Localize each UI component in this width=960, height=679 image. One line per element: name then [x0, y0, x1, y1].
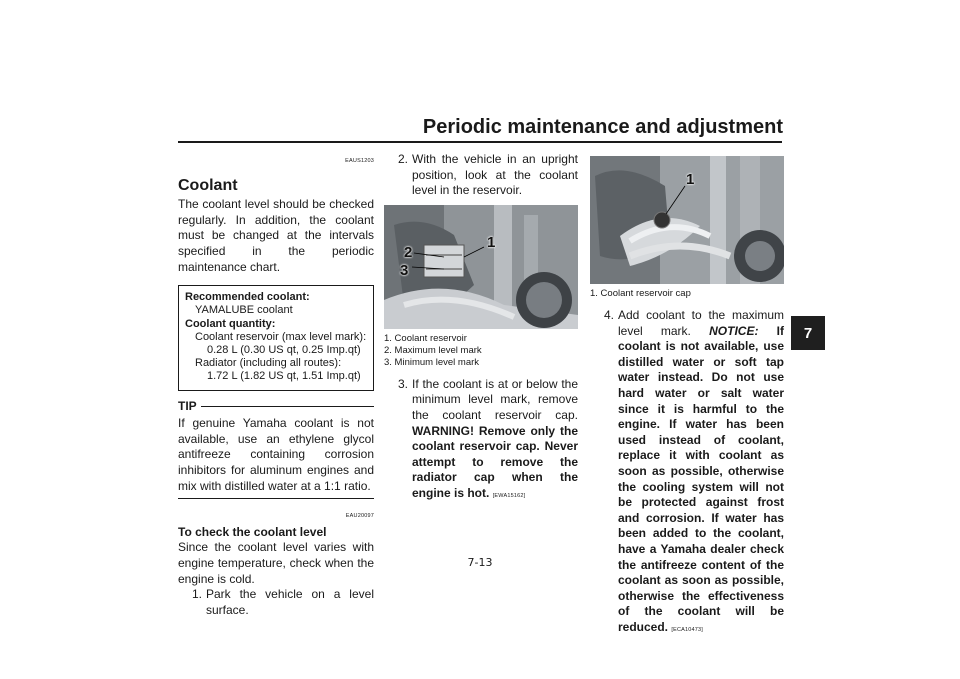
engine-illustration — [384, 205, 578, 329]
section-code: EAUS1203 — [345, 158, 374, 164]
reservoir-cap-photo — [590, 156, 784, 284]
spec-value-recommended: YAMALUBE coolant — [195, 304, 293, 317]
spec-label-radiator: Radiator (including all routes): — [195, 357, 342, 370]
notice-label: NOTICE: — [709, 323, 759, 338]
chapter-tab[interactable]: 7 — [791, 316, 825, 350]
step-text: With the vehicle in an upright position, look at the coolant level in the reservoir. — [412, 152, 578, 198]
notice-code: [ECA10473] — [671, 626, 704, 633]
step-text: Add coolant to the maximum level mark. — [618, 308, 784, 338]
spec-label-recommended: Recommended coolant: — [185, 291, 310, 304]
page-number: 7-13 — [467, 556, 493, 569]
step-4 — [590, 308, 784, 638]
step-text: Park the vehicle on a level surface. — [206, 587, 374, 617]
spec-label-quantity: Coolant quantity: — [185, 317, 276, 330]
intro-paragraph: The coolant level should be checked regularly. In addition, the coolant must be changed at the intervals specified in the periodic maintenance chart. — [178, 197, 374, 274]
header-divider — [178, 141, 782, 143]
page-header-title: Periodic maintenance and adjustment — [422, 116, 783, 138]
coolant-reservoir-photo — [384, 205, 578, 329]
spec-value-reservoir: 0.28 L (0.30 US qt, 0.25 Imp.qt) — [207, 343, 361, 356]
coolant-spec-box — [178, 285, 374, 390]
step-text: If the coolant is at or below the minimum level mark, remove the coolant reservoir cap. — [412, 376, 578, 422]
photo-caption: 2. Maximum level mark — [384, 344, 482, 356]
photo-callout: 1 — [686, 171, 695, 188]
spec-value-radiator: 1.72 L (1.82 US qt, 1.51 Imp.qt) — [207, 370, 361, 383]
step-3 — [384, 377, 578, 505]
check-paragraph: Since the coolant level varies with engine temperature, check when the engine is cold. — [178, 540, 374, 586]
photo-callout: 1 — [487, 233, 496, 251]
photo-caption: 1. Coolant reservoir cap — [590, 288, 691, 299]
tip-label: TIP — [178, 398, 197, 413]
notice-text: If coolant is not available, use distilled water or soft tap water instead. Do not use hard water or salt water since it is harmful to the engine. If water has been used instead of coolant, replace it with coolant as soon as possible, otherwise the cooling system will not be protected against frost and corrosion. If water has been added to the coolant, have a Yamaha dealer check the antifreeze content of the coolant as soon as possible, otherwise the effectiveness of the coolant will be reduced. — [618, 323, 785, 634]
photo-caption: 1. Coolant reservoir — [384, 332, 467, 344]
tip-text: If genuine Yamaha coolant is not available, use an ethylene glycol antifreeze containing corrosion inhibitors for aluminum engines and mix with distilled water at a 1:1 ratio. — [178, 416, 374, 493]
photo-callout: 3 — [400, 261, 409, 279]
section-title: Coolant — [178, 176, 238, 194]
step-number: 3. — [397, 376, 408, 391]
tip-heading — [178, 399, 374, 415]
step-1 — [178, 587, 374, 618]
photo-caption: 3. Minimum level mark — [384, 356, 480, 368]
step-number: 4. — [603, 308, 614, 322]
warning-text: WARNING! Remove only the coolant reservoir cap. Never attempt to remove the radiator cap when the engine is hot. — [412, 423, 578, 500]
step-text-group — [618, 308, 784, 638]
tip-end-rule — [178, 498, 374, 499]
step-text-group — [412, 377, 578, 505]
column-left — [178, 146, 374, 618]
spec-label-reservoir: Coolant reservoir (max level mark): — [195, 330, 367, 343]
step-number: 2. — [397, 152, 408, 166]
subsection-title: To check the coolant level — [178, 524, 327, 539]
subsection-code: EAU20097 — [345, 513, 374, 520]
photo-callout: 2 — [404, 243, 413, 261]
step-number: 1. — [191, 587, 202, 602]
warning-code: [EWA15162] — [492, 492, 526, 499]
column-middle — [384, 146, 578, 505]
step-2 — [384, 152, 578, 199]
